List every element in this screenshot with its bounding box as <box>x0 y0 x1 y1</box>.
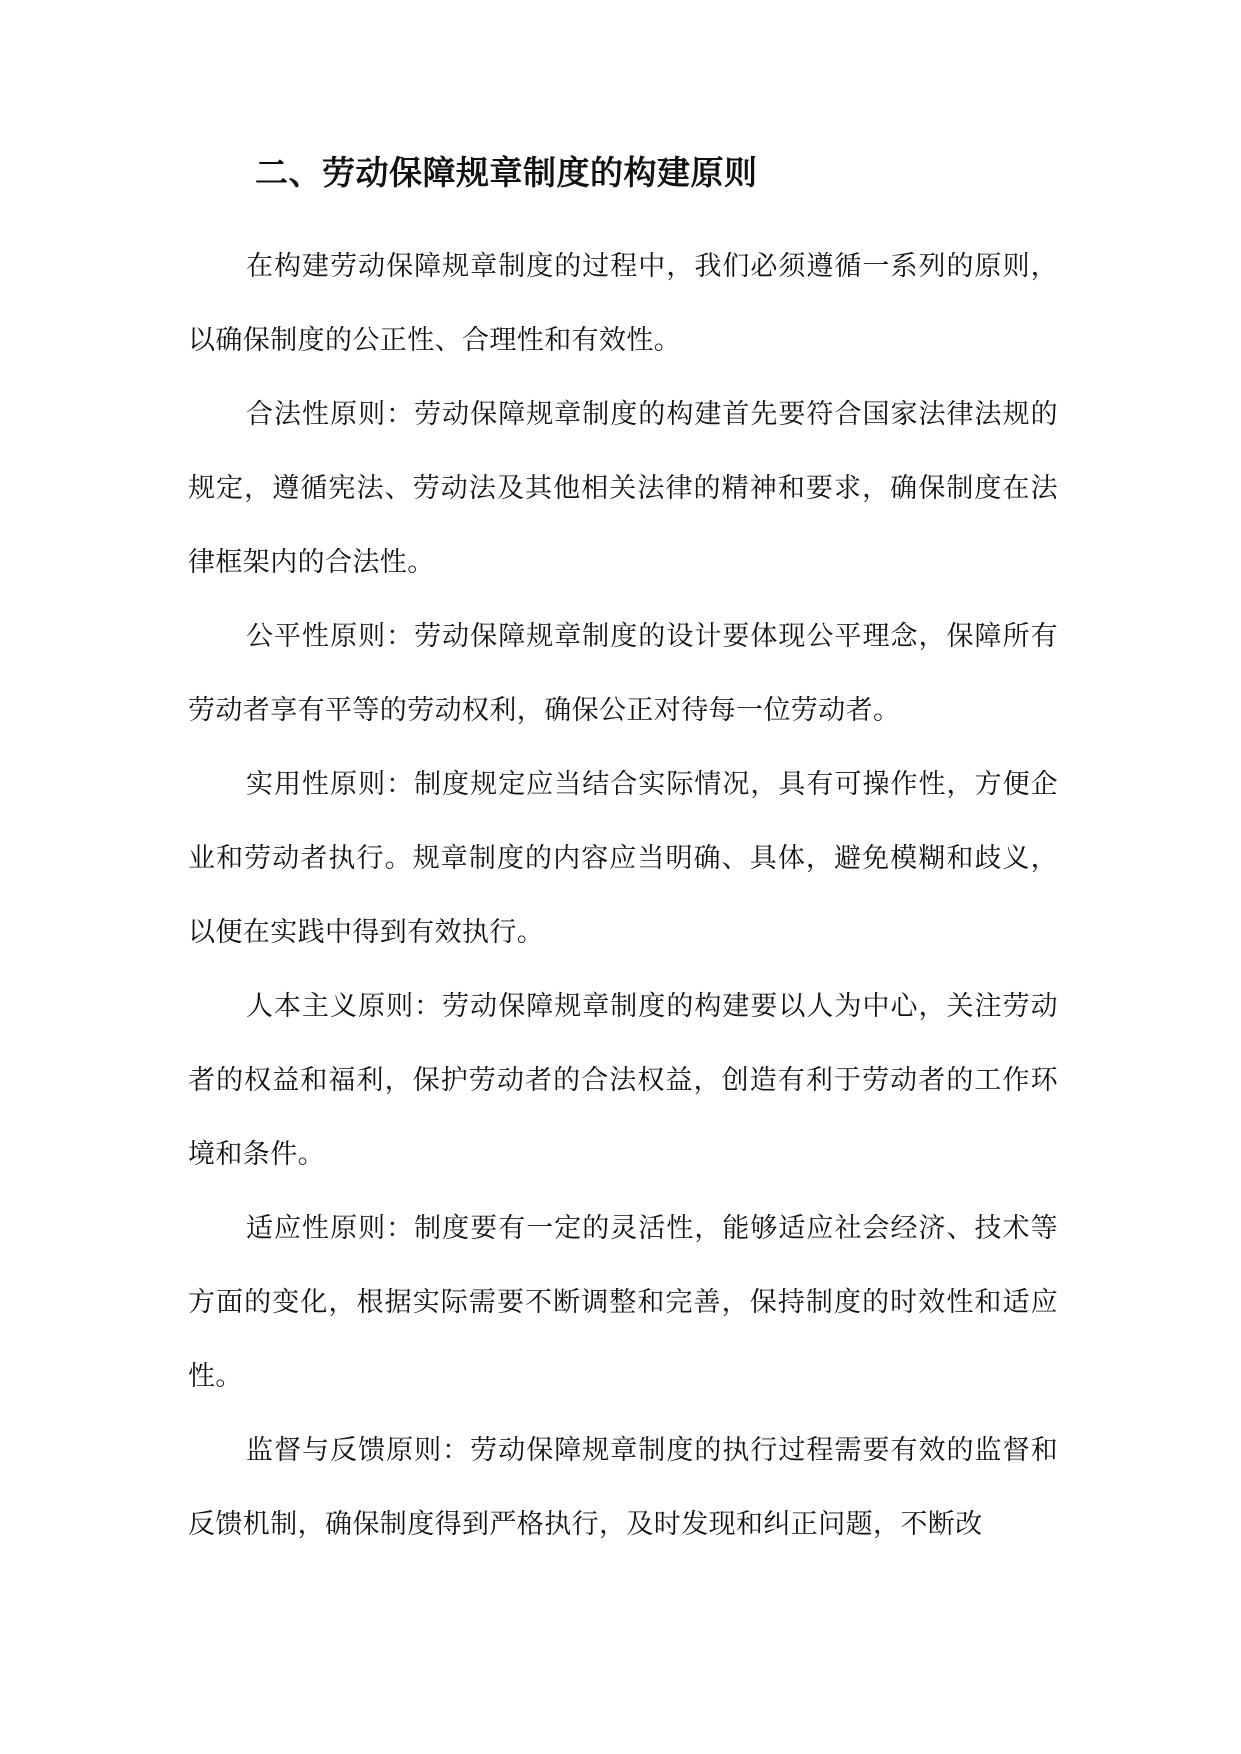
paragraph-legality-principle: 合法性原则：劳动保障规章制度的构建首先要符合国家法律法规的规定，遵循宪法、劳动法及其他相关法律的精神和要求，确保制度在法律框架内的合法性。 <box>188 399 1058 578</box>
paragraph-practicality-principle: 实用性原则：制度规定应当结合实际情况，具有可操作性，方便企业和劳动者执行。规章制度的内容应当明确、具体，避免模糊和歧义，以便在实践中得到有效执行。 <box>188 769 1058 948</box>
paragraph-humanism-principle: 人本主义原则：劳动保障规章制度的构建要以人为中心，关注劳动者的权益和福利，保护劳动者的合法权益，创造有利于劳动者的工作环境和条件。 <box>188 991 1058 1170</box>
paragraph-supervision-feedback-principle: 监督与反馈原则：劳动保障规章制度的执行过程需要有效的监督和反馈机制，确保制度得到严格执行，及时发现和纠正问题，不断改 <box>188 1435 1058 1540</box>
paragraph-fairness-principle: 公平性原则：劳动保障规章制度的设计要体现公平理念，保障所有劳动者享有平等的劳动权利，确保公正对待每一位劳动者。 <box>188 621 1058 726</box>
paragraph-adaptability-principle: 适应性原则：制度要有一定的灵活性，能够适应社会经济、技术等方面的变化，根据实际需要不断调整和完善，保持制度的时效性和适应性。 <box>188 1213 1058 1392</box>
document-body <box>188 230 1058 1562</box>
paragraph-intro: 在构建劳动保障规章制度的过程中，我们必须遵循一系列的原则，以确保制度的公正性、合理性和有效性。 <box>188 251 1058 356</box>
section-heading: 二、劳动保障规章制度的构建原则 <box>255 153 758 192</box>
